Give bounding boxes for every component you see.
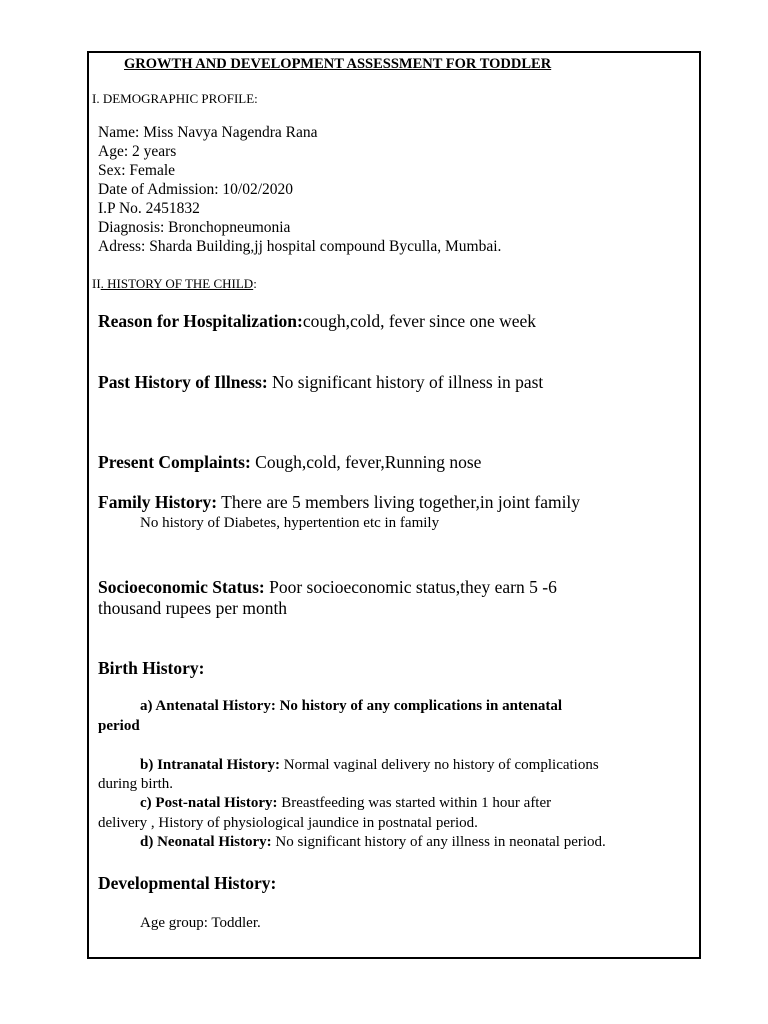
socioeconomic-status-continued: thousand rupees per month	[98, 598, 288, 618]
present-complaints	[98, 452, 481, 473]
postnatal-history-continued: delivery , History of physiological jaundice in postnatal period.	[98, 815, 478, 831]
field-label: d) Neonatal History:	[140, 834, 272, 850]
intranatal-history	[140, 757, 599, 774]
demographic-diagnosis: Diagnosis: Bronchopneumonia	[98, 219, 291, 236]
section-label: . HISTORY OF THE CHILD	[100, 276, 254, 291]
field-value: No significant history of illness in past	[267, 372, 544, 392]
family-history	[98, 492, 580, 513]
field-value: Breastfeeding was started within 1 hour after	[277, 795, 552, 811]
field-label: Family History:	[98, 492, 218, 512]
field-value: There are 5 members living together,in joint family	[217, 492, 581, 512]
section-label: I. DEMOGRAPHIC PROFILE	[92, 91, 255, 106]
field-value: Normal vaginal delivery no history of complications	[280, 757, 599, 773]
family-history-note: No history of Diabetes, hypertention etc in family	[140, 515, 440, 531]
field-label: Reason for Hospitalization:	[98, 311, 303, 331]
section-colon: :	[254, 91, 258, 106]
field-value: Cough,cold, fever,Running nose	[250, 452, 482, 472]
document-title: GROWTH AND DEVELOPMENT ASSESSMENT FOR TODDLER	[124, 56, 552, 72]
field-label: c) Post-natal History:	[140, 795, 278, 811]
demographic-name: Name: Miss Navya Nagendra Rana	[98, 124, 318, 141]
antenatal-history-continued: period	[98, 718, 140, 734]
socioeconomic-status	[98, 577, 557, 598]
demographic-age: Age: 2 years	[98, 143, 177, 160]
demographic-sex: Sex: Female	[98, 162, 176, 179]
past-history-of-illness	[98, 372, 543, 393]
intranatal-history-continued: during birth.	[98, 776, 173, 792]
section-prefix: II	[92, 276, 101, 291]
field-value: cough,cold, fever since one week	[302, 311, 537, 331]
age-group: Age group: Toddler.	[140, 915, 261, 931]
demographic-admission-date: Date of Admission: 10/02/2020	[98, 181, 294, 198]
developmental-history-heading: Developmental History:	[98, 873, 277, 893]
section-colon: :	[253, 276, 257, 291]
reason-for-hospitalization	[98, 311, 536, 332]
demographic-address: Adress: Sharda Building,jj hospital compound Byculla, Mumbai.	[98, 238, 502, 255]
section-demographic-profile	[92, 91, 258, 107]
field-label: Socioeconomic Status:	[98, 577, 265, 597]
neonatal-history	[140, 834, 606, 851]
field-label: Present Complaints:	[98, 452, 251, 472]
field-value: No significant history of any illness in neonatal period.	[271, 834, 606, 850]
postnatal-history	[140, 795, 551, 812]
field-value: Poor socioeconomic status,they earn 5 -6	[264, 577, 557, 597]
antenatal-history: a) Antenatal History: No history of any complications in antenatal	[140, 698, 563, 714]
field-label: b) Intranatal History:	[140, 757, 280, 773]
birth-history-heading: Birth History:	[98, 658, 205, 678]
demographic-ip-number: I.P No. 2451832	[98, 200, 200, 217]
section-history-of-child	[92, 276, 257, 292]
field-label: Past History of Illness:	[98, 372, 268, 392]
